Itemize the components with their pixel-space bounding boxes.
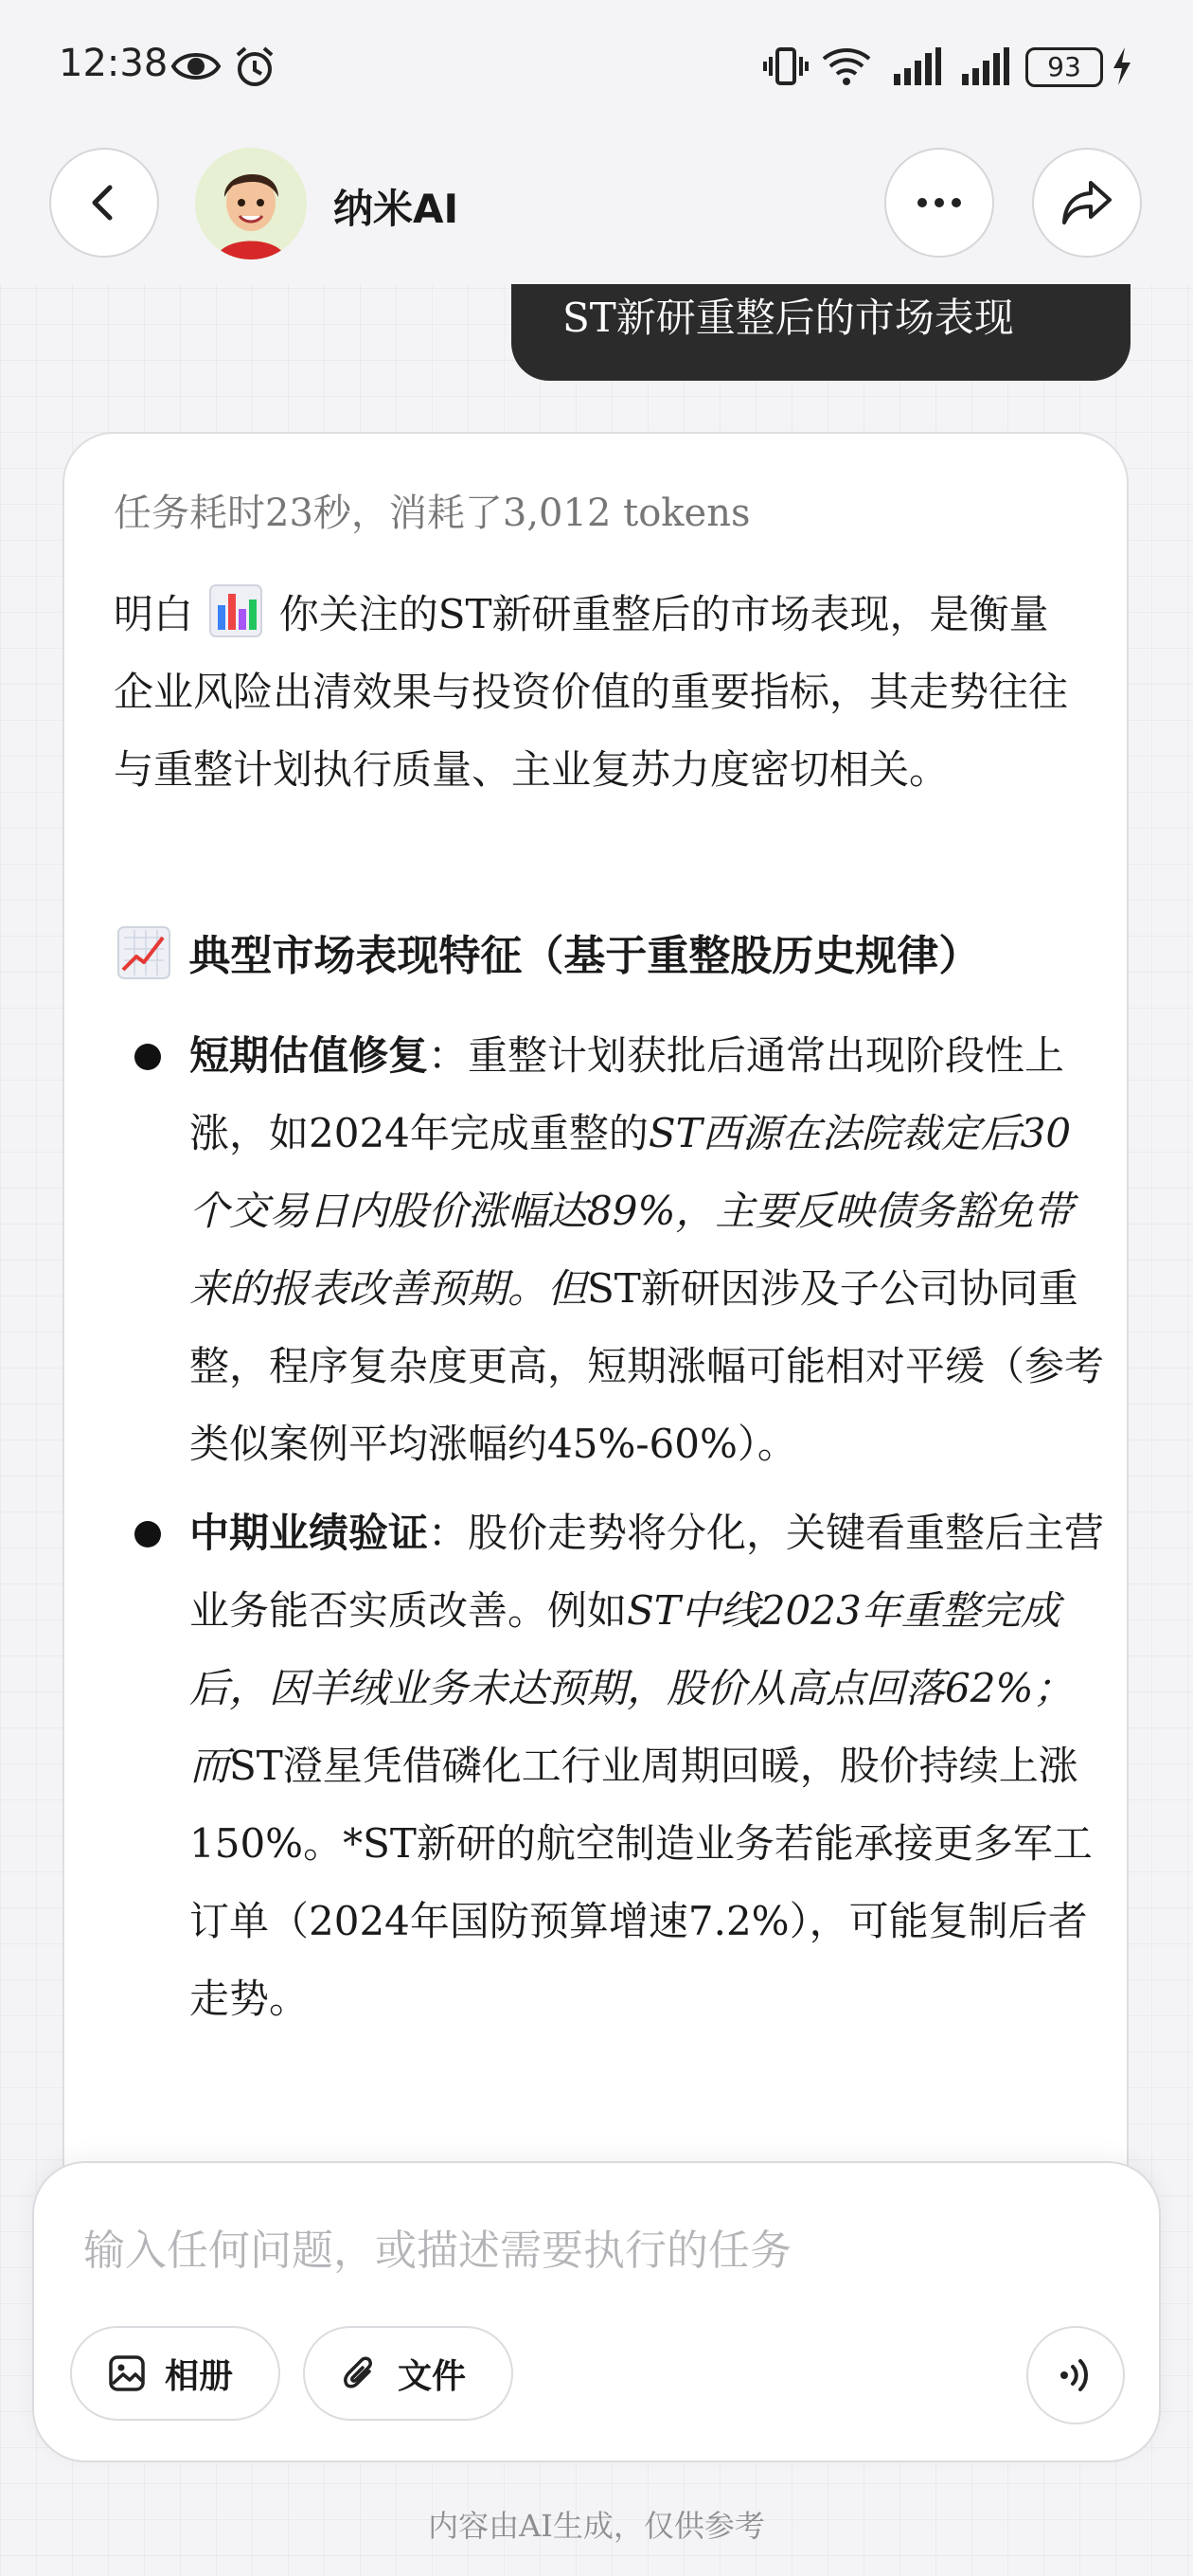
album-button[interactable] [70, 2326, 280, 2421]
share-button[interactable] [1032, 148, 1142, 258]
status-bar [0, 0, 1193, 133]
signal-icon [960, 45, 1011, 87]
app-title: 纳米AI [333, 186, 459, 232]
bullet-title: 中期业绩验证 [189, 1510, 429, 1556]
list-item [114, 1017, 1108, 1483]
status-time: 12:38 [59, 42, 169, 85]
task-meta: 任务耗时23秒，消耗了3,012 tokens [114, 492, 751, 535]
avatar-image [195, 148, 307, 259]
intro-text-start: 明白 [114, 591, 194, 637]
section-title-text: 典型市场表现特征（基于重整股历史规律） [188, 932, 981, 980]
battery-icon: 93 [1025, 47, 1103, 87]
list-item [114, 1494, 1108, 2038]
chat-header [0, 133, 1193, 284]
intro-text: 你关注的ST新研重整后的市场表现，是衡量企业风险出清效果与投资价值的重要指标，其走势往往与重整计划执行质量、主业复苏力度密切相关。 [114, 591, 1069, 793]
share-icon [1060, 179, 1113, 226]
task-input[interactable]: 输入任何问题，或描述需要执行的任务 [83, 2227, 792, 2275]
charging-icon [1110, 45, 1134, 87]
section-title [114, 926, 1098, 987]
alarm-icon [233, 45, 276, 89]
answer-intro [114, 576, 1079, 809]
user-message-bubble: ST新研重整后的市场表现 [511, 284, 1131, 381]
vibrate-icon [763, 45, 809, 87]
answer-card [62, 432, 1129, 2231]
chevron-left-icon [83, 182, 125, 224]
wifi-icon [820, 45, 873, 87]
bullet-dot [134, 1044, 161, 1070]
file-label: 文件 [398, 2356, 467, 2396]
feature-list [114, 1017, 1108, 2049]
bullet-text-italic: ST西源在法院裁定后30个交易日内股价涨幅达89%，主要反映债务豁免带来的报表改善预期。但 [189, 1110, 1074, 1312]
ai-disclaimer: 内容由AI生成，仅供参考 [428, 2508, 765, 2544]
bullet-text-italic: ST中线2023年重整完成后，因羊绒业务未达预期，股价从高点回落62%；而 [189, 1587, 1074, 1789]
album-label: 相册 [165, 2356, 234, 2396]
bullet-text: ST澄星凭借磷化工行业周期回暖，股价持续上涨150%。*ST新研的航空制造业务若能承接更多军工订单（2024年国防预算增速7.2%），可能复制后者走势。 [189, 1743, 1093, 2022]
more-horizontal-icon [916, 196, 963, 209]
signal-icon [892, 45, 943, 87]
file-button[interactable] [303, 2326, 513, 2421]
bullet-title: 短期估值修复 [189, 1032, 429, 1079]
back-button[interactable] [49, 148, 159, 258]
bar-chart-icon [209, 584, 262, 637]
bullet-text: ST新研因涉及子公司协同重整，程序复杂度更高，短期涨幅可能相对平缓（参考类似案例平均涨幅约45%-60%）。 [189, 1265, 1105, 1467]
bullet-text: ：股价走势将分化，关键看重整后主营业务能否实质改善。例如 [189, 1510, 1105, 1634]
chart-increasing-icon [117, 926, 170, 979]
more-button[interactable] [884, 148, 994, 258]
paperclip-icon [341, 2354, 379, 2392]
voice-button[interactable] [1026, 2326, 1125, 2424]
bullet-text: ：重整计划获批后通常出现阶段性上涨，如2024年完成重整的 [189, 1032, 1065, 1156]
avatar[interactable] [195, 148, 307, 259]
bullet-dot [134, 1521, 161, 1547]
voice-icon [1055, 2354, 1096, 2396]
eye-icon [170, 45, 222, 87]
input-panel [32, 2161, 1161, 2462]
image-icon [108, 2354, 146, 2392]
